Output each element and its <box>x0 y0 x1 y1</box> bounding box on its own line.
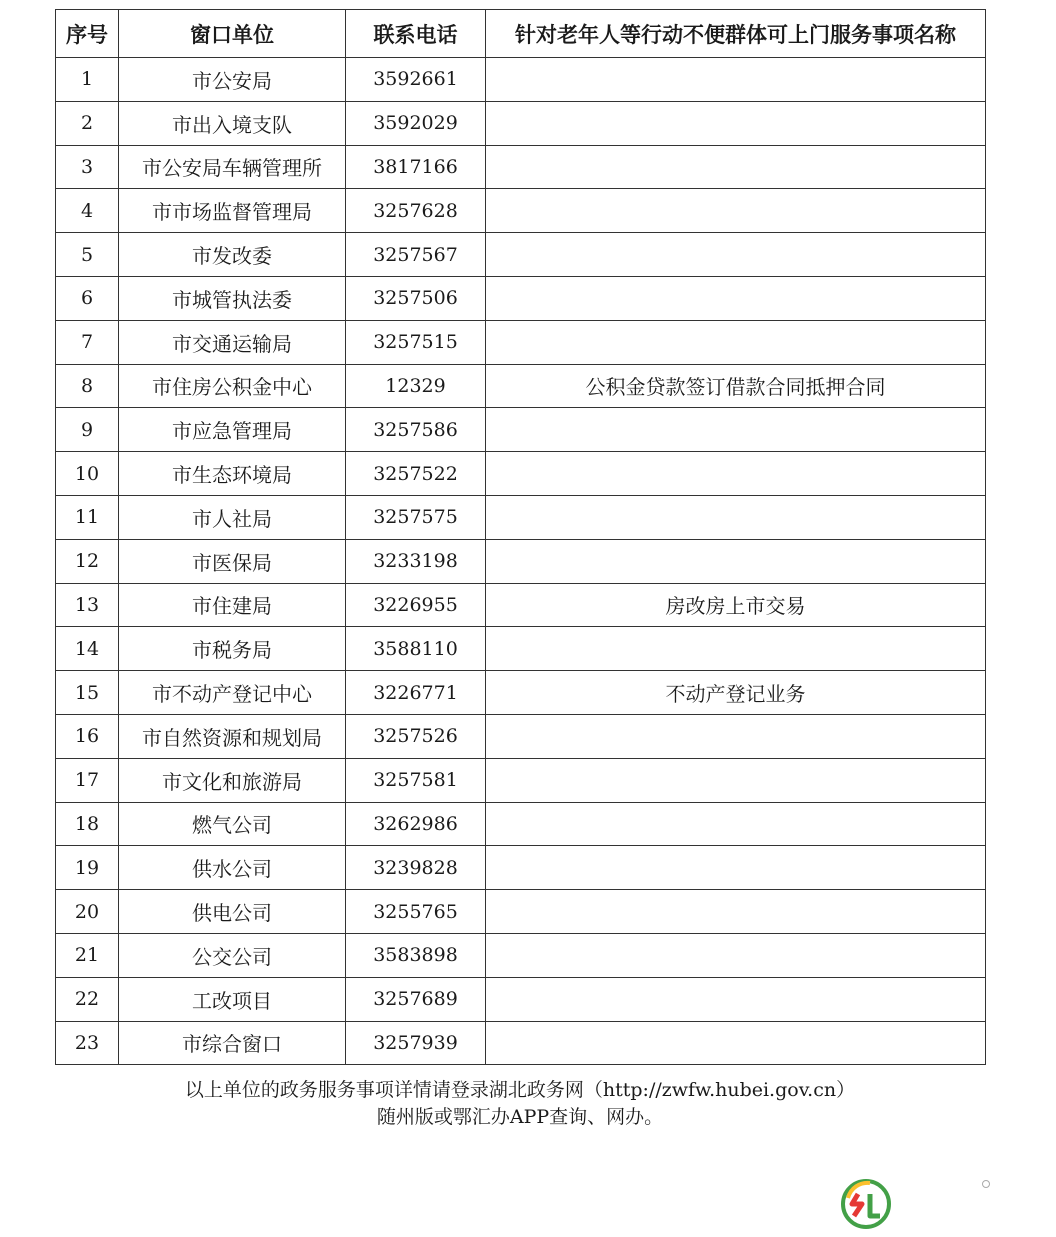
cell-phone: 3226955 <box>346 583 486 627</box>
table-row <box>56 671 986 715</box>
cell-service <box>486 890 986 934</box>
cell-index: 21 <box>56 933 119 977</box>
cell-unit: 市市场监督管理局 <box>119 189 346 233</box>
cell-unit: 市住建局 <box>119 583 346 627</box>
cell-phone: 3257575 <box>346 495 486 539</box>
cell-index: 9 <box>56 408 119 452</box>
table-row <box>56 846 986 890</box>
cell-index: 8 <box>56 364 119 408</box>
cell-unit: 市交通运输局 <box>119 320 346 364</box>
table-row <box>56 977 986 1021</box>
table-header-row <box>56 10 986 58</box>
table-row <box>56 58 986 102</box>
cell-phone: 3588110 <box>346 627 486 671</box>
cell-unit: 市城管执法委 <box>119 276 346 320</box>
cell-phone: 3239828 <box>346 846 486 890</box>
cell-unit: 市人社局 <box>119 495 346 539</box>
cell-phone: 3262986 <box>346 802 486 846</box>
cell-service: 不动产登记业务 <box>486 671 986 715</box>
cell-service: 房改房上市交易 <box>486 583 986 627</box>
cell-phone: 3257567 <box>346 233 486 277</box>
cell-index: 18 <box>56 802 119 846</box>
table-row <box>56 583 986 627</box>
cell-index: 7 <box>56 320 119 364</box>
cell-index: 10 <box>56 452 119 496</box>
cell-index: 19 <box>56 846 119 890</box>
table-row <box>56 1021 986 1065</box>
table-row <box>56 539 986 583</box>
cell-unit: 市不动产登记中心 <box>119 671 346 715</box>
cell-phone: 3226771 <box>346 671 486 715</box>
cell-service <box>486 714 986 758</box>
cell-unit: 市文化和旅游局 <box>119 758 346 802</box>
cell-phone: 3233198 <box>346 539 486 583</box>
table-row <box>56 276 986 320</box>
cell-index: 13 <box>56 583 119 627</box>
table-row <box>56 627 986 671</box>
table-row <box>56 101 986 145</box>
cell-phone: 3257522 <box>346 452 486 496</box>
cell-phone: 3257586 <box>346 408 486 452</box>
cell-phone: 3257506 <box>346 276 486 320</box>
cell-unit: 市医保局 <box>119 539 346 583</box>
table-row <box>56 320 986 364</box>
decorative-dot <box>982 1180 990 1188</box>
table-row <box>56 145 986 189</box>
cell-service <box>486 539 986 583</box>
cell-service <box>486 495 986 539</box>
header-service: 针对老年人等行动不便群体可上门服务事项名称 <box>486 10 986 58</box>
cell-index: 6 <box>56 276 119 320</box>
table-row <box>56 495 986 539</box>
cell-index: 16 <box>56 714 119 758</box>
cell-unit: 燃气公司 <box>119 802 346 846</box>
footer-note <box>55 1077 985 1131</box>
cell-service <box>486 802 986 846</box>
cell-index: 14 <box>56 627 119 671</box>
cell-index: 23 <box>56 1021 119 1065</box>
cell-service <box>486 189 986 233</box>
table-row <box>56 714 986 758</box>
cell-unit: 市住房公积金中心 <box>119 364 346 408</box>
table-row <box>56 233 986 277</box>
cell-unit: 供水公司 <box>119 846 346 890</box>
cell-phone: 3257689 <box>346 977 486 1021</box>
cell-service <box>486 933 986 977</box>
footer-line-1: 以上单位的政务服务事项详情请登录湖北政务网（http://zwfw.hubei.gov.cn） <box>184 1079 856 1101</box>
table-row <box>56 802 986 846</box>
cell-phone: 3257581 <box>346 758 486 802</box>
cell-unit: 市公安局车辆管理所 <box>119 145 346 189</box>
cell-phone: 12329 <box>346 364 486 408</box>
cell-service <box>486 627 986 671</box>
cell-service: 公积金贷款签订借款合同抵押合同 <box>486 364 986 408</box>
cell-service <box>486 452 986 496</box>
cell-phone: 3592029 <box>346 101 486 145</box>
sz-logo-icon <box>840 1178 892 1230</box>
cell-index: 3 <box>56 145 119 189</box>
cell-unit: 供电公司 <box>119 890 346 934</box>
cell-unit: 市出入境支队 <box>119 101 346 145</box>
cell-index: 4 <box>56 189 119 233</box>
cell-index: 11 <box>56 495 119 539</box>
table-row <box>56 364 986 408</box>
cell-index: 17 <box>56 758 119 802</box>
cell-unit: 公交公司 <box>119 933 346 977</box>
cell-unit: 市生态环境局 <box>119 452 346 496</box>
cell-service <box>486 320 986 364</box>
cell-phone: 3817166 <box>346 145 486 189</box>
cell-service <box>486 1021 986 1065</box>
cell-index: 5 <box>56 233 119 277</box>
table-row <box>56 189 986 233</box>
cell-index: 15 <box>56 671 119 715</box>
table-row <box>56 408 986 452</box>
cell-phone: 3257628 <box>346 189 486 233</box>
cell-service <box>486 758 986 802</box>
cell-service <box>486 233 986 277</box>
header-unit: 窗口单位 <box>119 10 346 58</box>
cell-unit: 市发改委 <box>119 233 346 277</box>
cell-service <box>486 408 986 452</box>
cell-phone: 3257939 <box>346 1021 486 1065</box>
cell-service <box>486 276 986 320</box>
footer-line-2: 随州版或鄂汇办APP查询、网办。 <box>376 1106 664 1128</box>
header-phone: 联系电话 <box>346 10 486 58</box>
cell-service <box>486 846 986 890</box>
table-row <box>56 890 986 934</box>
table-row <box>56 933 986 977</box>
cell-index: 20 <box>56 890 119 934</box>
cell-phone: 3257526 <box>346 714 486 758</box>
cell-service <box>486 977 986 1021</box>
table-row <box>56 758 986 802</box>
cell-unit: 市税务局 <box>119 627 346 671</box>
cell-index: 22 <box>56 977 119 1021</box>
cell-unit: 市综合窗口 <box>119 1021 346 1065</box>
cell-service <box>486 101 986 145</box>
cell-index: 2 <box>56 101 119 145</box>
cell-service <box>486 145 986 189</box>
cell-phone: 3592661 <box>346 58 486 102</box>
cell-phone: 3255765 <box>346 890 486 934</box>
header-index: 序号 <box>56 10 119 58</box>
cell-index: 12 <box>56 539 119 583</box>
table-row <box>56 452 986 496</box>
cell-phone: 3257515 <box>346 320 486 364</box>
cell-unit: 市自然资源和规划局 <box>119 714 346 758</box>
cell-unit: 市公安局 <box>119 58 346 102</box>
cell-index: 1 <box>56 58 119 102</box>
service-window-table <box>55 9 986 1065</box>
cell-service <box>486 58 986 102</box>
cell-phone: 3583898 <box>346 933 486 977</box>
cell-unit: 市应急管理局 <box>119 408 346 452</box>
cell-unit: 工改项目 <box>119 977 346 1021</box>
